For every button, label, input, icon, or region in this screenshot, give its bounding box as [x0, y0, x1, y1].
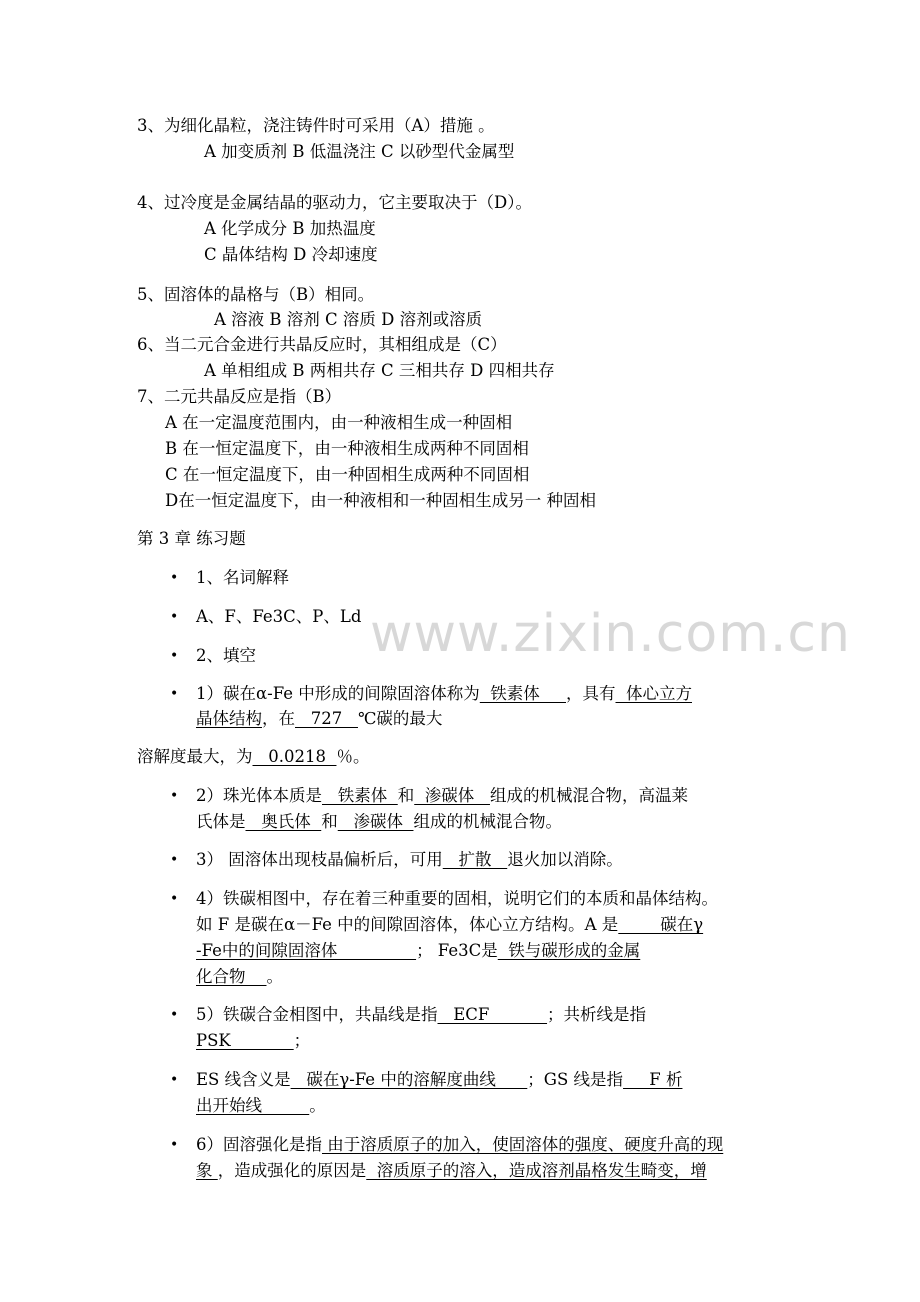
list-item-fill-blank: 2、填空 — [196, 646, 256, 665]
answer-blank: F 析 — [623, 1070, 683, 1089]
q3-options: A 加变质剂 B 低温浇注 C 以砂型代金属型 — [204, 142, 515, 161]
answer-blank: 溶质原子的溶入，造成溶剂晶格发生畸变，增 — [366, 1161, 707, 1180]
bullet-marker: • — [170, 1137, 179, 1153]
text: ％。 — [336, 747, 370, 766]
answer-blank: 碳在γ-Fe 中的溶解度曲线 — [290, 1070, 528, 1089]
text: 如 F 是碳在α－Fe 中的间隙固溶体，体心立方结构。A 是 — [196, 915, 619, 934]
bullet-marker: • — [170, 686, 179, 702]
text: 溶解度最大，为 — [137, 747, 253, 766]
q7-option-d: D在一恒定温度下，由一种液相和一种固相生成另一 种固相 — [165, 491, 596, 510]
q5-options: A 溶液 B 溶剂 C 溶质 D 溶剂或溶质 — [214, 310, 483, 329]
item5b-line2 — [196, 1094, 326, 1118]
bullet-marker: • — [170, 1072, 179, 1088]
q7-option-c: C 在一恒定温度下，由一种固相生成两种不同固相 — [165, 465, 530, 484]
list-item-terms: A、F、Fe3C、P、Ld — [196, 607, 362, 626]
answer-blank: 0.0218 — [252, 747, 337, 766]
item6-line1 — [196, 1133, 723, 1157]
q4-options-row2: C 晶体结构 D 冷却速度 — [204, 245, 378, 264]
item5b-line1 — [196, 1068, 682, 1092]
text: 组成的机械混合物。 — [413, 812, 562, 831]
bullet-marker: • — [170, 852, 179, 868]
bullet-marker: • — [170, 609, 179, 625]
answer-blank: 铁素体 — [322, 786, 398, 805]
answer-blank: 出开始线 — [196, 1096, 310, 1115]
answer-blank: -Fe中的间隙固溶体 — [196, 941, 417, 960]
answer-blank: 象 — [196, 1161, 218, 1180]
text: ，具有 — [566, 684, 616, 703]
answer-blank: 碳在γ — [618, 915, 704, 934]
answer-blank: 727 — [295, 709, 358, 728]
text: 。 — [309, 1096, 326, 1115]
bullet-marker: • — [170, 788, 179, 804]
q7-option-b: B 在一恒定温度下，由一种液相生成两种不同固相 — [165, 439, 529, 458]
text: ；共析线是指 — [547, 1005, 647, 1024]
text: ，在 — [262, 709, 295, 728]
item5-line1 — [196, 1003, 646, 1027]
answer-blank: 奥氏体 — [245, 812, 322, 831]
answer-blank: 铁素体 — [479, 684, 566, 703]
item4-line2 — [196, 913, 703, 937]
answer-blank: ECF — [437, 1005, 548, 1024]
answer-blank: 铁与碳形成的金属 — [497, 941, 641, 960]
item4-line4 — [196, 965, 283, 989]
item2-line2 — [196, 810, 562, 834]
q6-options: A 单相组成 B 两相共存 C 三相共存 D 四相共存 — [204, 361, 555, 380]
item4-line1: 4）铁碳相图中，存在着三种重要的固相，说明它们的本质和晶体结构。 — [196, 889, 718, 908]
answer-blank: 由于溶质原子的加入，使固溶体的强度、硬度升高的现 — [322, 1135, 724, 1154]
bullet-marker: • — [170, 570, 179, 586]
bullet-marker: • — [170, 648, 179, 664]
answer-blank: 体心立方 — [615, 684, 692, 703]
bullet-marker: • — [170, 891, 179, 907]
text: 3） 固溶体出现枝晶偏析后，可用 — [196, 850, 443, 869]
text: ES 线含义是 — [196, 1070, 291, 1089]
answer-blank: 晶体结构 — [196, 709, 262, 728]
item2-line1 — [196, 784, 688, 808]
text: ℃碳的最大 — [357, 709, 443, 728]
text: 6）固溶强化是指 — [196, 1135, 322, 1154]
text: ； Fe3C是 — [416, 941, 498, 960]
answer-blank: 渗碳体 — [414, 786, 490, 805]
item1-line1 — [196, 682, 692, 706]
answer-blank: 扩散 — [442, 850, 508, 869]
watermark: www.zixin.com.cn — [370, 604, 851, 664]
text: ，造成强化的原因是 — [217, 1161, 367, 1180]
text: 氏体是 — [196, 812, 246, 831]
q5-stem: 5、固溶体的晶格与（B）相同。 — [137, 285, 375, 304]
q6-stem: 6、当二元合金进行共晶反应时，其相组成是（C） — [137, 335, 507, 354]
item6-line2 — [196, 1159, 707, 1183]
answer-blank: 化合物 — [196, 967, 267, 986]
chapter3-title: 第 3 章 练习题 — [137, 529, 246, 548]
item3-line1 — [196, 848, 623, 872]
text: 和 — [397, 786, 415, 805]
q4-options-row1: A 化学成分 B 加热温度 — [204, 219, 376, 238]
text: 组成的机械混合物，高温莱 — [489, 786, 688, 805]
text: 1）碳在α-Fe 中形成的间隙固溶体称为 — [196, 684, 480, 703]
item5-line2 — [196, 1029, 310, 1053]
text: 退火加以消除。 — [507, 850, 623, 869]
q7-option-a: A 在一定温度范围内，由一种液相生成一种固相 — [165, 413, 513, 432]
q4-stem: 4、过冷度是金属结晶的驱动力，它主要取决于（D）。 — [137, 193, 532, 212]
item4-line3 — [196, 939, 640, 963]
text: 2）珠光体本质是 — [196, 786, 322, 805]
text: ； — [293, 1031, 311, 1050]
list-item-term-explanation: 1、名词解释 — [196, 568, 289, 587]
item1-line2 — [196, 707, 442, 731]
bullet-marker: • — [170, 1007, 179, 1023]
text: 和 — [321, 812, 338, 831]
text: 5）铁碳合金相图中，共晶线是指 — [196, 1005, 438, 1024]
answer-blank: 渗碳体 — [337, 812, 414, 831]
text: 。 — [266, 967, 283, 986]
text: ；GS 线是指 — [527, 1070, 624, 1089]
q7-stem: 7、二元共晶反应是指（B） — [137, 387, 342, 406]
answer-blank: PSK — [196, 1031, 294, 1050]
q3-stem: 3、为细化晶粒，浇注铸件时可采用（A）措施 。 — [137, 116, 495, 135]
item1-continuation — [137, 745, 369, 769]
